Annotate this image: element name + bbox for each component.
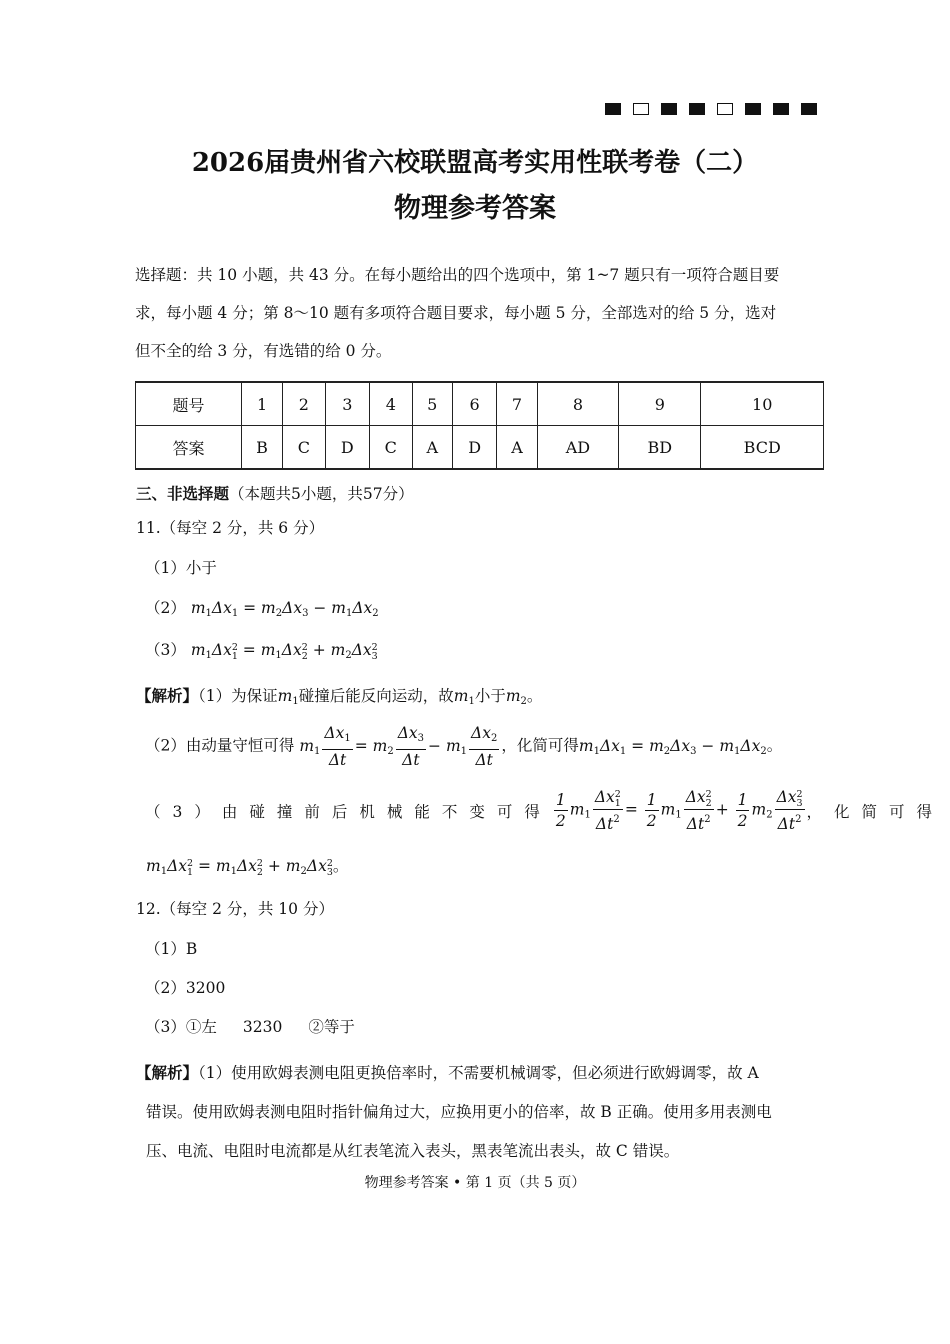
explanation-line: 压、电流、电阻时电流都是从红表笔流入表头，黑表笔流出表头，故 C 错误。 xyxy=(146,1142,680,1160)
mark-block xyxy=(661,103,677,115)
analysis-label: 【解析】 xyxy=(136,686,199,705)
explanation-text: 由碰撞前后机械能不变可得 xyxy=(221,802,552,821)
section-title: 三、非选择题 xyxy=(136,484,230,503)
var-m1: $m_1$ xyxy=(453,687,475,707)
instructions xyxy=(135,256,815,370)
q11-heading: 11.（每空 2 分，共 6 分） xyxy=(136,519,325,537)
formula-energy-simplified: $m_1\Delta x2$ $1 = m_1\Delta x2$ $2 + m_2\Delta x2$ 3 xyxy=(146,857,333,878)
mark-block xyxy=(717,103,733,115)
answer-label: （1） xyxy=(198,687,232,705)
question-number: 3 xyxy=(325,382,369,426)
q11-explanation-3 xyxy=(145,788,945,833)
explanation-text: ，化简可得 xyxy=(806,802,945,821)
formula-simplified: $m_1\Delta x_1 = m_2\Delta x_3 - m_1\Delta x_2$ xyxy=(578,736,767,757)
answer-cell: D xyxy=(325,426,369,470)
q11-answer-1 xyxy=(145,556,217,578)
answer-label: （3） xyxy=(145,641,186,659)
answer-cell: C xyxy=(283,426,326,470)
answer-text: 小于 xyxy=(185,559,217,577)
q12-explanation xyxy=(136,1053,815,1171)
explanation-text: ，化简可得 xyxy=(501,736,579,755)
instruction-line: 但不全的给 3 分，有选错的给 0 分。 xyxy=(135,342,392,360)
table-row xyxy=(136,382,824,426)
mark-block xyxy=(689,103,705,115)
q12-answer-2: （2）3200 xyxy=(145,979,226,997)
explanation-text: 。 xyxy=(766,736,783,755)
q11-explanation-3-cont xyxy=(146,854,348,877)
analysis-label: 【解析】 xyxy=(136,1063,199,1082)
answer-label: （2） xyxy=(145,599,186,617)
q11-answer-2 xyxy=(145,596,379,619)
answer-cell: AD xyxy=(537,426,619,470)
mark-block xyxy=(801,103,817,115)
mark-block xyxy=(633,103,649,115)
formula-momentum-full: $m_1$ $\frac{\Delta x_1}{\Delta t}$ = $m_2$ $\frac{\Delta x_3}{\Delta t}$ − $m_1$ $\frac{\Delta x_2}{\Delta t}$ xyxy=(299,724,498,769)
question-number: 10 xyxy=(701,382,824,426)
explanation-text: 。 xyxy=(526,687,543,705)
mark-block xyxy=(605,103,621,115)
row-header: 题号 xyxy=(136,382,242,426)
answer-text: ①左 xyxy=(185,1018,217,1036)
answer-text: 3230 xyxy=(242,1018,283,1036)
exam-title: 2026届贵州省六校联盟高考实用性联考卷（二） xyxy=(191,148,759,178)
instruction-line: 求，每小题 4 分；第 8～10 题有多项符合题目要求，每小题 5 分，全部选对的给 5 分，选对 xyxy=(135,304,777,322)
page-title: 物理参考答案 xyxy=(394,193,556,224)
answer-label: （2） xyxy=(145,736,186,755)
question-number: 8 xyxy=(537,382,619,426)
var-m2: $m_2$ xyxy=(505,687,527,707)
answer-cell: C xyxy=(370,426,413,470)
answer-cell: D xyxy=(452,426,496,470)
answer-cell: A xyxy=(497,426,537,470)
answer-table xyxy=(135,381,824,470)
q12-answer-1: （1）B xyxy=(145,940,198,958)
answer-cell: B xyxy=(242,426,283,470)
page-footer: 物理参考答案 • 第 1 页（共 5 页） xyxy=(364,1175,586,1191)
var-m1: $m_1$ xyxy=(277,687,299,707)
question-number: 9 xyxy=(619,382,701,426)
formula-energy: $m_1\Delta x2$ $1 = m_1\Delta x2$ $2 + m_2\Delta x2$ 3 xyxy=(190,641,378,662)
formula-momentum: $m_1\Delta x_1 = m_2\Delta x_3 - m_1\Delta x_2$ xyxy=(190,599,379,619)
q12-heading: 12.（每空 2 分，共 10 分） xyxy=(136,900,334,918)
explanation-text: 。 xyxy=(332,857,349,875)
formula-energy-full: $\frac{1}{2}$ $m_1$ Δx2 1 $\Delta t^2$ = $\frac{1}{2}$ $m_1$ Δx2 2 $\Delta t^2$ + $\frac{1}{2}$ $m_2$ Δx2 3 $\Delta t^2$ xyxy=(555,788,803,833)
explanation-text: 碰撞后能反向运动，故 xyxy=(298,687,454,705)
instruction-line: 选择题：共 10 小题，共 43 分。在每小题给出的四个选项中，第 1~7 题只有一项符合题目要 xyxy=(135,266,780,284)
answer-label: （1） xyxy=(145,559,186,577)
question-number: 2 xyxy=(283,382,326,426)
explanation-text: 由动量守恒可得 xyxy=(185,736,295,755)
table-row xyxy=(136,426,824,470)
explanation-line: 错误。使用欧姆表测电阻时指针偏角过大，应换用更小的倍率，故 B 正确。使用多用表测电 xyxy=(146,1103,772,1121)
q11-answer-3 xyxy=(145,638,378,661)
mark-block xyxy=(773,103,789,115)
answer-cell: A xyxy=(412,426,452,470)
explanation-text: （1）使用欧姆表测电阻更换倍率时，不需要机械调零，但必须进行欧姆调零，故 A xyxy=(198,1064,759,1082)
answer-label: （3） xyxy=(145,802,222,821)
section-note: （本题共5小题，共57分） xyxy=(229,485,414,503)
question-number: 5 xyxy=(412,382,452,426)
corner-marks xyxy=(605,103,817,115)
explanation-text: 为保证 xyxy=(231,687,278,705)
explanation-text: 小于 xyxy=(474,687,506,705)
question-number: 6 xyxy=(452,382,496,426)
question-number: 7 xyxy=(497,382,537,426)
q11-explanation-1 xyxy=(136,684,542,707)
question-number: 1 xyxy=(242,382,283,426)
q11-explanation-2 xyxy=(145,724,782,769)
row-header: 答案 xyxy=(136,426,242,470)
question-number: 4 xyxy=(370,382,413,426)
answer-text: ②等于 xyxy=(308,1018,355,1036)
answer-cell: BCD xyxy=(701,426,824,470)
answer-label: （3） xyxy=(145,1018,186,1036)
mark-block xyxy=(745,103,761,115)
q12-answer-3 xyxy=(145,1015,355,1037)
answer-cell: BD xyxy=(619,426,701,470)
explanation-line xyxy=(136,1053,815,1093)
section-heading xyxy=(136,482,414,504)
